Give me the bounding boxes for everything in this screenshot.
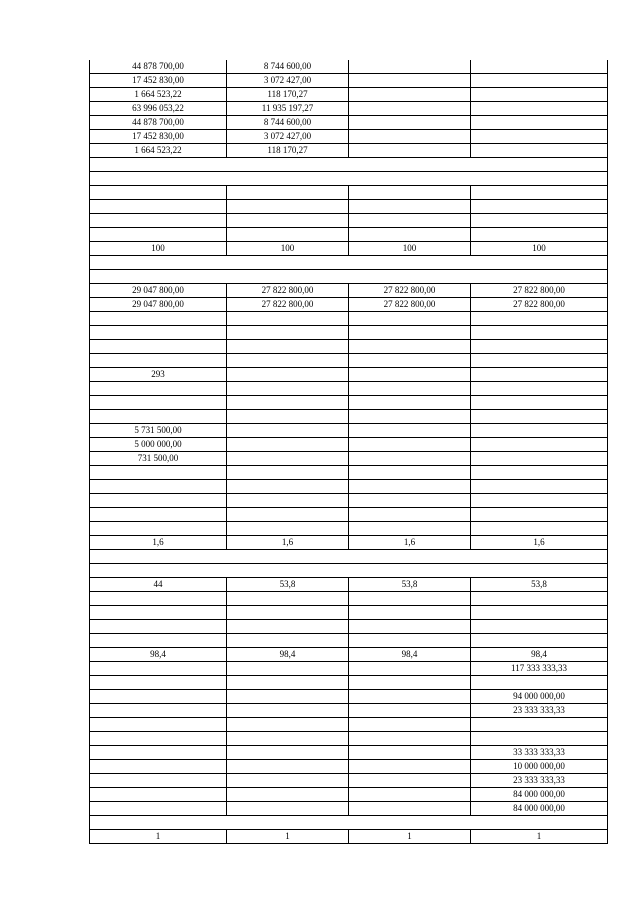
table-cell: 29 047 800,00 <box>89 298 226 311</box>
table-cell-merged <box>89 158 608 171</box>
table-cell <box>470 186 608 199</box>
table-cell-merged <box>89 172 608 185</box>
table-cell <box>226 396 348 409</box>
table-row <box>89 228 608 242</box>
table-row <box>89 564 608 578</box>
table-cell <box>89 676 226 689</box>
table-cell <box>226 340 348 353</box>
table-cell <box>89 466 226 479</box>
table-cell: 100 <box>89 242 226 255</box>
table-cell <box>89 732 226 745</box>
table-cell <box>89 382 226 395</box>
table-cell <box>348 760 470 773</box>
table-cell <box>89 690 226 703</box>
table-cell: 27 822 800,00 <box>348 298 470 311</box>
table-row <box>89 200 608 214</box>
table-cell <box>226 634 348 647</box>
table-row <box>89 312 608 326</box>
table-cell <box>226 382 348 395</box>
table-row <box>89 74 608 88</box>
table-cell <box>89 508 226 521</box>
table-cell <box>226 774 348 787</box>
table-cell: 27 822 800,00 <box>470 298 608 311</box>
table-row <box>89 368 608 382</box>
table-cell <box>89 746 226 759</box>
table-cell <box>348 704 470 717</box>
table-cell: 1 664 523,22 <box>89 88 226 101</box>
table-row <box>89 270 608 284</box>
table-cell: 98,4 <box>226 648 348 661</box>
table-cell <box>89 620 226 633</box>
table-cell <box>348 410 470 423</box>
table-row <box>89 452 608 466</box>
table-cell <box>226 606 348 619</box>
table-cell <box>348 718 470 731</box>
table-cell: 1,6 <box>470 536 608 549</box>
table-cell <box>470 326 608 339</box>
table-row <box>89 88 608 102</box>
table-cell: 44 878 700,00 <box>89 60 226 73</box>
table-cell <box>226 200 348 213</box>
table-row <box>89 578 608 592</box>
table-cell <box>226 228 348 241</box>
table-cell <box>348 200 470 213</box>
table-cell: 17 452 830,00 <box>89 74 226 87</box>
table-cell <box>470 438 608 451</box>
table-cell: 1 <box>89 830 226 843</box>
table-row <box>89 802 608 816</box>
table-cell <box>226 732 348 745</box>
table-row <box>89 704 608 718</box>
table-cell: 98,4 <box>348 648 470 661</box>
table-row <box>89 382 608 396</box>
table-cell: 53,8 <box>348 578 470 591</box>
table-cell: 118 170,27 <box>226 144 348 157</box>
table-cell <box>470 74 608 87</box>
table-cell <box>470 116 608 129</box>
table-cell <box>226 480 348 493</box>
table-cell: 1 <box>470 830 608 843</box>
table-cell <box>348 690 470 703</box>
table-cell <box>89 326 226 339</box>
table-cell <box>348 746 470 759</box>
table-cell <box>470 396 608 409</box>
table-cell <box>89 662 226 675</box>
table-cell <box>348 130 470 143</box>
table-cell: 27 822 800,00 <box>226 284 348 297</box>
table-cell <box>89 760 226 773</box>
table-cell <box>89 494 226 507</box>
table-cell: 98,4 <box>470 648 608 661</box>
table-cell <box>89 228 226 241</box>
table-cell <box>470 60 608 73</box>
table-cell <box>348 228 470 241</box>
table-cell <box>89 592 226 605</box>
table-cell <box>348 354 470 367</box>
table-cell: 27 822 800,00 <box>470 284 608 297</box>
table-row <box>89 284 608 298</box>
table-cell <box>89 634 226 647</box>
table-cell <box>348 144 470 157</box>
table-cell <box>348 774 470 787</box>
table-cell: 23 333 333,33 <box>470 704 608 717</box>
table-cell <box>226 424 348 437</box>
table-cell <box>470 228 608 241</box>
table-row <box>89 676 608 690</box>
table-cell <box>226 410 348 423</box>
table-cell <box>348 88 470 101</box>
table-cell-merged <box>89 816 608 829</box>
table-row <box>89 326 608 340</box>
table-cell <box>226 522 348 535</box>
table-cell <box>470 466 608 479</box>
table-row <box>89 620 608 634</box>
table-cell <box>348 676 470 689</box>
table-cell <box>470 368 608 381</box>
table-cell: 63 996 053,22 <box>89 102 226 115</box>
table-row <box>89 396 608 410</box>
table-cell <box>348 424 470 437</box>
table-cell: 1 <box>348 830 470 843</box>
table-cell <box>89 774 226 787</box>
table-cell: 1,6 <box>226 536 348 549</box>
table-cell: 1 664 523,22 <box>89 144 226 157</box>
table-cell <box>226 704 348 717</box>
data-table <box>89 60 608 844</box>
table-cell <box>348 186 470 199</box>
table-cell <box>348 214 470 227</box>
table-row <box>89 172 608 186</box>
table-cell <box>470 480 608 493</box>
table-cell: 100 <box>470 242 608 255</box>
table-row <box>89 494 608 508</box>
table-cell <box>348 452 470 465</box>
table-cell: 1,6 <box>89 536 226 549</box>
table-row <box>89 606 608 620</box>
table-cell <box>470 312 608 325</box>
table-cell: 98,4 <box>89 648 226 661</box>
table-cell <box>89 522 226 535</box>
table-row <box>89 144 608 158</box>
table-cell <box>226 312 348 325</box>
table-cell: 1 <box>226 830 348 843</box>
table-cell <box>348 466 470 479</box>
table-cell <box>348 438 470 451</box>
table-cell <box>226 620 348 633</box>
table-cell <box>470 508 608 521</box>
table-cell: 3 072 427,00 <box>226 130 348 143</box>
table-cell <box>470 200 608 213</box>
table-row <box>89 242 608 256</box>
table-row <box>89 130 608 144</box>
table-row <box>89 354 608 368</box>
table-cell <box>226 662 348 675</box>
table-cell <box>89 802 226 815</box>
table-cell: 293 <box>89 368 226 381</box>
table-cell <box>348 620 470 633</box>
table-row <box>89 116 608 130</box>
table-row <box>89 522 608 536</box>
table-cell <box>348 480 470 493</box>
table-cell: 44 878 700,00 <box>89 116 226 129</box>
table-cell: 5 000 000,00 <box>89 438 226 451</box>
table-cell <box>348 312 470 325</box>
table-cell <box>89 354 226 367</box>
table-cell <box>470 732 608 745</box>
table-cell <box>470 718 608 731</box>
table-cell-merged <box>89 256 608 269</box>
table-row <box>89 830 608 844</box>
table-cell <box>470 634 608 647</box>
table-row <box>89 410 608 424</box>
table-cell <box>348 74 470 87</box>
table-cell <box>348 662 470 675</box>
table-cell <box>226 214 348 227</box>
table-row <box>89 214 608 228</box>
table-row <box>89 760 608 774</box>
table-cell <box>348 368 470 381</box>
table-row <box>89 816 608 830</box>
table-cell <box>348 788 470 801</box>
table-cell: 94 000 000,00 <box>470 690 608 703</box>
table-cell <box>226 494 348 507</box>
table-cell <box>226 508 348 521</box>
table-row <box>89 298 608 312</box>
table-cell <box>226 438 348 451</box>
table-row <box>89 256 608 270</box>
table-cell <box>470 606 608 619</box>
table-row <box>89 438 608 452</box>
table-cell: 8 744 600,00 <box>226 60 348 73</box>
table-cell <box>470 382 608 395</box>
table-cell: 731 500,00 <box>89 452 226 465</box>
table-cell <box>348 606 470 619</box>
table-cell: 23 333 333,33 <box>470 774 608 787</box>
table-cell <box>470 522 608 535</box>
table-cell <box>470 452 608 465</box>
table-cell: 17 452 830,00 <box>89 130 226 143</box>
table-cell <box>348 522 470 535</box>
table-cell <box>348 102 470 115</box>
table-row <box>89 466 608 480</box>
table-cell: 33 333 333,33 <box>470 746 608 759</box>
table-row <box>89 662 608 676</box>
table-cell <box>470 620 608 633</box>
table-row <box>89 592 608 606</box>
table-cell <box>89 186 226 199</box>
table-row <box>89 550 608 564</box>
table-cell <box>226 186 348 199</box>
table-cell <box>348 382 470 395</box>
table-cell <box>226 690 348 703</box>
table-cell: 8 744 600,00 <box>226 116 348 129</box>
table-cell: 1,6 <box>348 536 470 549</box>
table-cell <box>470 354 608 367</box>
table-cell <box>226 802 348 815</box>
table-cell <box>348 494 470 507</box>
table-cell <box>348 116 470 129</box>
table-cell: 117 333 333,33 <box>470 662 608 675</box>
table-cell: 27 822 800,00 <box>348 284 470 297</box>
table-cell <box>470 340 608 353</box>
table-row <box>89 508 608 522</box>
table-cell <box>226 788 348 801</box>
table-cell <box>348 340 470 353</box>
table-cell <box>89 606 226 619</box>
table-row <box>89 186 608 200</box>
table-cell: 3 072 427,00 <box>226 74 348 87</box>
table-cell: 5 731 500,00 <box>89 424 226 437</box>
table-cell <box>226 466 348 479</box>
table-cell <box>89 396 226 409</box>
table-row <box>89 634 608 648</box>
table-cell <box>470 214 608 227</box>
table-cell: 84 000 000,00 <box>470 802 608 815</box>
table-cell <box>470 130 608 143</box>
table-cell: 53,8 <box>226 578 348 591</box>
table-row <box>89 158 608 172</box>
table-cell <box>470 424 608 437</box>
table-row <box>89 102 608 116</box>
table-cell-merged <box>89 270 608 283</box>
table-cell <box>226 746 348 759</box>
table-cell <box>348 326 470 339</box>
table-row <box>89 788 608 802</box>
table-cell <box>470 676 608 689</box>
table-row <box>89 60 608 74</box>
table-cell <box>89 312 226 325</box>
table-cell <box>89 200 226 213</box>
table-cell <box>470 88 608 101</box>
table-cell <box>470 494 608 507</box>
table-cell <box>348 592 470 605</box>
table-row <box>89 536 608 550</box>
table-row <box>89 732 608 746</box>
table-cell <box>226 676 348 689</box>
table-row <box>89 690 608 704</box>
table-row <box>89 648 608 662</box>
table-cell <box>348 60 470 73</box>
table-cell <box>226 368 348 381</box>
table-cell <box>348 732 470 745</box>
table-cell: 44 <box>89 578 226 591</box>
table-cell <box>89 788 226 801</box>
table-cell <box>470 592 608 605</box>
table-cell: 27 822 800,00 <box>226 298 348 311</box>
table-cell <box>226 326 348 339</box>
table-cell: 100 <box>226 242 348 255</box>
table-row <box>89 480 608 494</box>
table-cell <box>226 592 348 605</box>
table-cell <box>226 718 348 731</box>
table-cell: 29 047 800,00 <box>89 284 226 297</box>
table-cell: 11 935 197,27 <box>226 102 348 115</box>
table-row <box>89 774 608 788</box>
table-cell: 118 170,27 <box>226 88 348 101</box>
table-row <box>89 340 608 354</box>
table-cell <box>89 214 226 227</box>
table-cell <box>226 452 348 465</box>
table-cell <box>470 144 608 157</box>
table-cell <box>89 410 226 423</box>
table-cell <box>348 396 470 409</box>
table-cell: 10 000 000,00 <box>470 760 608 773</box>
table-row <box>89 746 608 760</box>
table-cell <box>348 508 470 521</box>
table-cell <box>348 634 470 647</box>
table-cell-merged <box>89 564 608 577</box>
table-cell <box>89 704 226 717</box>
table-cell <box>226 760 348 773</box>
table-row <box>89 424 608 438</box>
table-cell <box>89 718 226 731</box>
table-cell <box>226 354 348 367</box>
table-cell-merged <box>89 550 608 563</box>
table-cell <box>348 802 470 815</box>
table-cell: 100 <box>348 242 470 255</box>
table-cell <box>470 410 608 423</box>
table-cell: 84 000 000,00 <box>470 788 608 801</box>
table-row <box>89 718 608 732</box>
table-cell: 53,8 <box>470 578 608 591</box>
table-cell <box>89 340 226 353</box>
table-cell <box>470 102 608 115</box>
table-cell <box>89 480 226 493</box>
